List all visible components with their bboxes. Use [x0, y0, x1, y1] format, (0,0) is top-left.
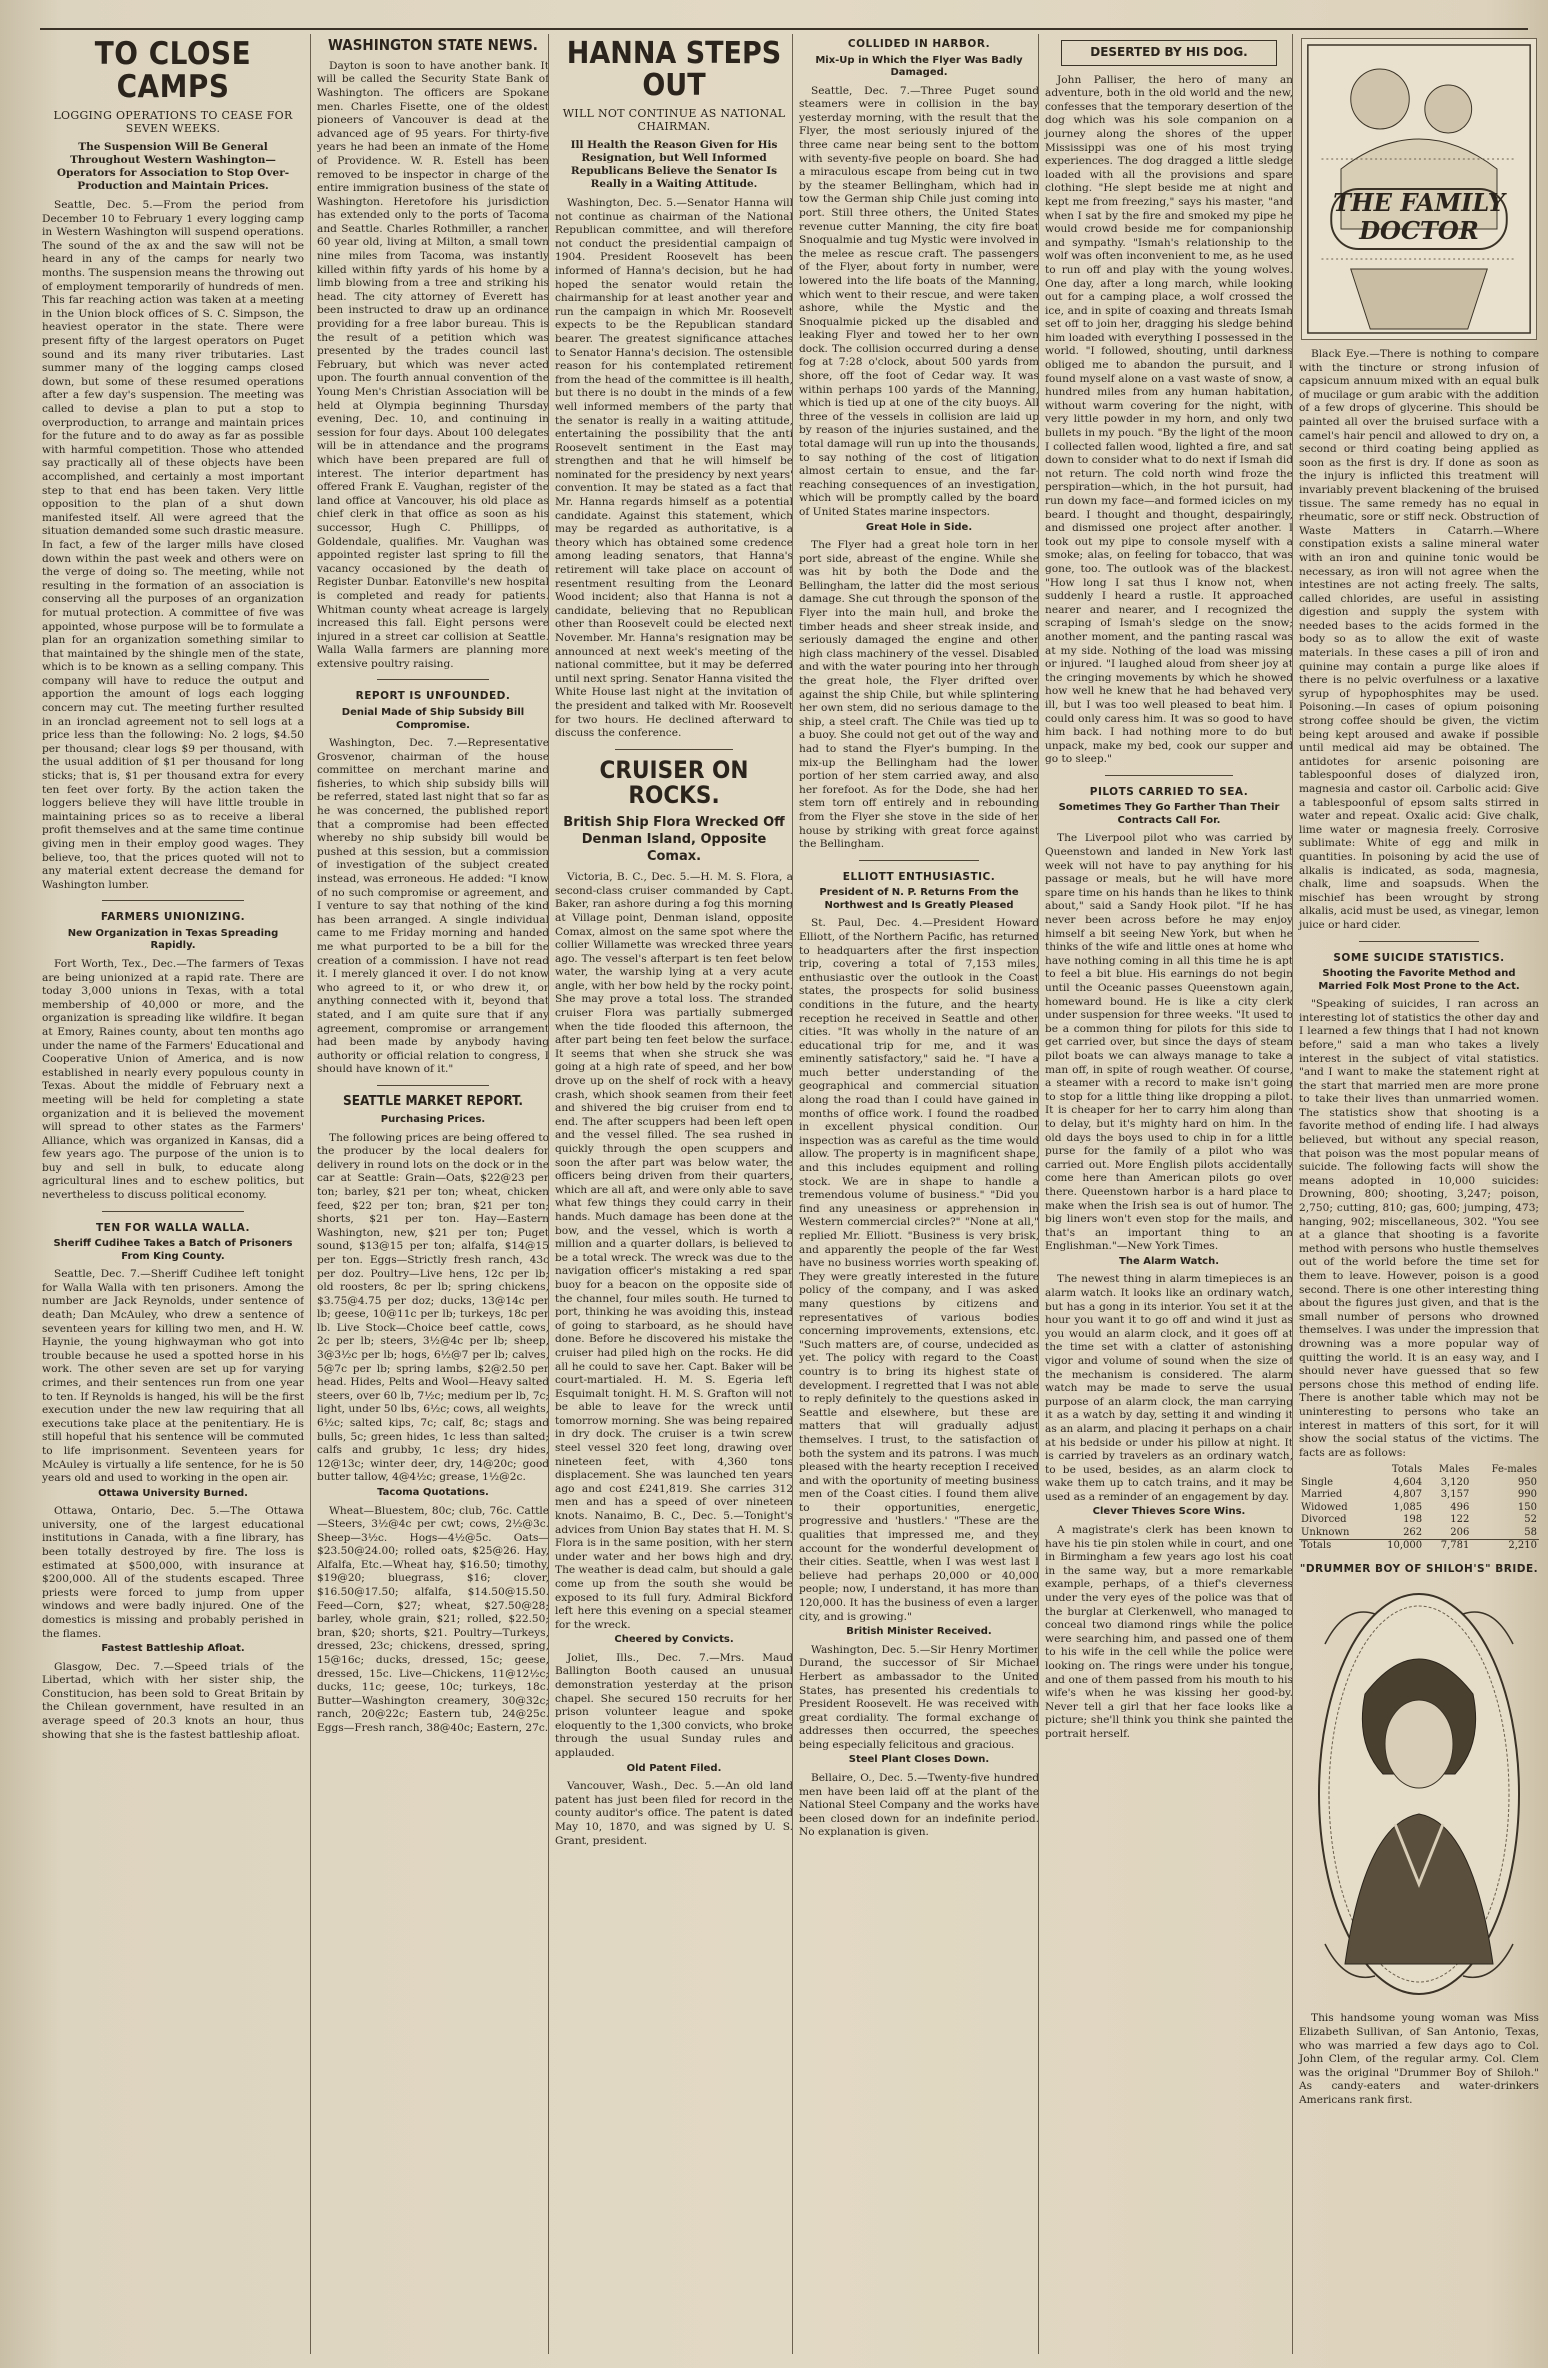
article-body: Vancouver, Wash., Dec. 5.—An old land patent has just been filed for record in the county auditor's office. The patent is dated May 10, 1870, and was signed by U. S. Grant, president.: [555, 1780, 793, 1847]
table-cell: 198: [1403, 1514, 1423, 1526]
table-row: [1299, 1527, 1539, 1540]
table-row: [1299, 1502, 1539, 1515]
divider: [377, 679, 489, 680]
bride-portrait: [1305, 1584, 1533, 2004]
column-5: [1038, 34, 1293, 2354]
table-cell: 990: [1517, 1489, 1537, 1501]
subhead-clever-thieves: Clever Thieves Score Wins.: [1092, 1506, 1246, 1518]
subhead-convicts: Cheered by Convicts.: [614, 1634, 734, 1646]
headline-hanna-steps-out: HANNA STEPS OUT: [566, 36, 782, 103]
table-cell: 950: [1517, 1476, 1537, 1488]
article-body: Bellaire, O., Dec. 5.—Twenty-five hundred men have been laid off at the plant of the National Steel Company and the works have been closed down for an indefinite period. No explanation is given.: [799, 1771, 1039, 1839]
table-cell: 3,157: [1440, 1489, 1470, 1501]
subhead-old-patent: Old Patent Filed.: [626, 1762, 722, 1774]
table-header: [1299, 1464, 1371, 1477]
divider: [1105, 775, 1233, 776]
table-cell: Married: [1301, 1489, 1343, 1501]
table-total-row: [1299, 1540, 1539, 1553]
illustration-title: THE FAMILY DOCTOR: [1333, 188, 1505, 245]
subhead-steel-plant: Steel Plant Closes Down.: [848, 1754, 990, 1766]
article-body: Washington, Dec. 7.—Representative Grosvenor, chairman of the house committee on merchant marine and fisheries, to which ship subsidy bills will be referred, stated last night that so far as he was concerned, the published report that a compromise had been effected whereby no ship subsidy bill would be pushed at this session, but a commission of investigation of the subject created instead, was erroneous. He added: "I know of no such compromise or agreement, and I venture to say that nothing of the kind has been arranged. A single individual came to me Friday morning and handed me what purported to be a bill for the creation of a commission. I have not read it. I merely glanced it over. I do not know who agreed to it, or who drew it, or anything connected with it, beyond that stated, and I am quite sure that if any agreement, compromise or arrangement had been made by anybody having authority or official relation to congress, I should have known of it.": [317, 737, 549, 1076]
table-cell: 3,120: [1440, 1476, 1470, 1488]
ornate-portrait-frame-icon: [1305, 1584, 1533, 2004]
column-3: [548, 34, 793, 2354]
article-body: The Flyer had a great hole torn in her port side, abreast of the engine. While she was hit by both the Dode and the Bellingham, the latter did the most serious damage. She cut through the sponson of the Flyer into the main hull, and broke the timber heads and sheer streak inside, and seriously damaged the engine and other high class machinery of the vessel. Disabled and with the water pouring into her through the great hole, the Flyer drifted over against the ship Chile, but while splintering her own stem, did no serious damage to the ship, a steel craft. The Chile was tied up to a buoy. She could not get out of the way and had to stand the Flyer's bumping. In the mix-up the Bellingham had the lower portion of her stem carried away, and also her forefoot. As for the Dode, she had her stem torn off entirely and in rebounding from the Flyer she stove in the side of her house by striking with great force against the Bellingham.: [799, 539, 1039, 851]
article-body: Wheat—Bluestem, 80c; club, 76c. Cattle—Steers, 3½@4c per cwt; cows, 2½@3c. Sheep—3½c. Hogs—4½@5c. Oats—$23.50@24.00; rolled oats, $25@26. Hay, Alfalfa, Etc.—Wheat hay, $16.50; timothy, $19@20; bluegrass, $16; clover, $16.50@17.50; alfalfa, $14.50@15.50. Feed—Corn, $27; wheat, $27.50@28; barley, whole grain, $21; rolled, $22.50; bran, $20; shorts, $21. Poultry—Turkeys, dressed, 23c; chickens, dressed, spring, 15@16c; ducks, dressed, 15c; geese, dressed, 15c. Live—Chickens, 11@12½c; ducks, 11c; geese, 10c; turkeys, 18c. Butter—Washington creamery, 30@32c; ranch, 20@22c; Eastern tub, 24@25c. Eggs—Fresh ranch, 38@40c; Eastern, 27c.: [317, 1504, 549, 1735]
article-body: The following prices are being offered to the producer by the local dealers for delivery in round lots on the dock or in the car at Seattle: Grain—Oats, $22@23 per ton; barley, $21 per ton; wheat, chicken feed, $22 per ton; bran, $21 per ton; shorts, $21 per ton. Hay—Eastern Washington, new, $21 per ton; Puget sound, $13@15 per ton; alfalfa, $14@15 per ton. Eggs—Strictly fresh ranch, 43c per doz. Poultry—Live hens, 12c per lb; old roosters, 8c per lb; spring chickens, $3.75@4.75 per doz; ducks, 13@14c per lb; geese, 10@11c per lb; turkeys, 18c per lb. Live Stock—Choice beef cattle, cows, 2c per lb; steers, 3½@4c per lb; sheep, 3@3½c per lb; hogs, 6½@7 per lb; calves, 5@7c per lb; spring lambs, $2@2.50 per head. Hides, Pelts and Wool—Heavy salted steers, over 60 lb, 7½c; medium per lb, 7c; light, under 50 lbs, 6½c; cows, all weights, 6½c; salted kips, 7c; calf, 8c; stags and bulls, 5c; green hides, 1c less than salted; calfs and grubby, 1c less; dry hides, 12@13c; winter deer, dry, 14@20c; good butter tallow, 4@4½c; grease, 1½@2c.: [317, 1131, 549, 1484]
headline-to-close-camps: TO CLOSE CAMPS: [94, 36, 252, 105]
subdeck-purchasing-prices: Purchasing Prices.: [380, 1114, 486, 1126]
subhead-farmers: FARMERS UNIONIZING.: [100, 911, 246, 924]
table-cell: Unknown: [1301, 1526, 1350, 1538]
table-cell: 496: [1450, 1501, 1470, 1513]
table-cell: 58: [1524, 1526, 1537, 1538]
article-body: Seattle, Dec. 5.—From the period from December 10 to February 1 every logging camp in Western Washington will suspend operations. The sound of the ax and the saw will not be heard in any of the camps for nearly two months. The suspension means the throwing out of employment temporarily of hundreds of men. This far reaching action was taken at a meeting in the Union block offices of S. C. Simpson, the heaviest operator in the state. There were present fifty of the largest operators on Puget sound and its many river tributaries. Last summer many of the logging camps closed down, but some of these resumed operations after a few day's suspension. The meeting was called to devise a plan to put a stop to overproduction, to arrange and maintain prices for the future and to do away as far as possible with harmful competition. Those who attended say practically all of these objects have been accomplished, and certainly a most important step to that end has been taken. Very little opposition to the plan of a shut down manifested itself. All were agreed that the situation demanded some such drastic measure. In fact, a few of the larger mills have closed down within the past week and others were on the verge of doing so. The meeting, while not resulting in the formation of an association is conserving all the purposes of an organization for mutual protection. A committee of five was appointed, whose purpose will be to formulate a plan for an organization something similar to that maintained by the shingle men of the state, which is to be known as a selling company. This company will have to reduce the output and apportion the amount of logs each logging concern may cut. The meeting further resulted in an ironclad agreement not to sell logs at a price less than the following: No. 2 logs, $4.50 per thousand; clear logs $9 per thousand, with the usual addition of $1 per thousand for long sticks; that is, $1 per thousand extra for every ten feet over forty. By the action taken the loggers believe they will have little trouble in maintaining prices so as to receive a liberal profit themselves and at the same time continue giving men in their employ good wages. They believe, too, that the prices quoted will not to any material extent decrease the demand for Washington lumber.: [42, 199, 304, 891]
headline-washington-state-news: WASHINGTON STATE NEWS.: [328, 36, 538, 54]
article-body: A magistrate's clerk has been known to have his tie pin stolen while in court, and one in Birmingham a few years ago lost his coat in the same way, but a more remarkable example, perhaps, of a thief's cleverness under the very eyes of the police was that of the burglar at Clerkenwell, who managed to conceal two diamond rings while the police were searching him, and passed one of them to his wife in the cell while the police were looking on. The rings were under his tongue, and one of them passed from his mouth to his wife's when he was kissing her good-by. Never tell a girl that her face looks like a picture; she'll think you think she painted the portrait herself.: [1045, 1523, 1293, 1740]
table-cell: Single: [1301, 1476, 1334, 1488]
headline-deserted-by-his-dog: DESERTED BY HIS DOG.: [1061, 40, 1277, 66]
table-cell: 1,085: [1393, 1501, 1423, 1513]
table-cell: 262: [1403, 1526, 1423, 1538]
article-body: Victoria, B. C., Dec. 5.—H. M. S. Flora, a second-class cruiser commanded by Capt. Baker, ran ashore during a fog this morning at Village point, Denman island, opposite Comax, almost on the same spot where the collier Willamette was wrecked three years ago. The vessel's afterpart is ten feet below water, the warship lying at a very acute angle, with her bow held by the rocky point. She may prove a total loss. The stranded cruiser Flora was partially submerged when the tide flooded this afternoon, the after part being ten feet below the surface. It seems that when she struck she was going at a high rate of speed, and her bow drove up on the shelf of rock with a heavy crash, which shook seamen from their feet and shivered the big cruiser from end to end. The after scuppers had been left open and the vessel filled. The sea rushed in quickly through the open scuppers and soon the after part was below water, the officers being driven from their quarters, which are all aft, and were only able to save what few things they could carry in their hands. Much damage has been done at the bow, and the vessel, which is worth a million and a quarter dollars, is believed to be a total wreck. The wreck was due to the navigation officer's mistaking a red spar buoy for a beacon on the opposite side of the channel, four miles south. He turned to port, thinking he was avoiding this, instead of going to starboard, as he should have done. Before he discovered his mistake the cruiser had piled high on the rocks. He did all he could to save her. Capt. Baker will be court-martialed. H. M. S. Egeria left Esquimalt tonight. H. M. S. Grafton will not be able to leave for the wreck until tomorrow morning. She was being repaired in dry dock. The cruiser is a twin screw steel vessel 320 feet long, drawing over nineteen feet, with 4,360 tons displacement. She was launched ten years ago and cost £241,819. She carries 312 men and has a speed of over nineteen knots. Nanaimo, B. C., Dec. 5.—Tonight's advices from Union Bay states that H. M. S. Flora is in the same position, with her stern under water and her bows high and dry. The weather is dead calm, but should a gale come up from the south she would be exposed to its full fury. Admiral Bickford left here this evening on a special steamer for the wreck.: [555, 871, 793, 1631]
headline-cruiser-on-rocks: CRUISER ON ROCKS.: [599, 755, 749, 809]
table-row: [1299, 1514, 1539, 1527]
table-header: Totals: [1391, 1464, 1423, 1476]
article-body: Washington, Dec. 5.—Sir Henry Mortimer Durand, the successor of Sir Michael Herbert as ambassador to the United States, has presented his credentials to President Roosevelt. He was received with great cordiality. The formal exchange of addresses then occurred, the speeches being especially felicitous and gracious.: [799, 1643, 1039, 1751]
subdeck-pilots: Sometimes They Go Farther Than Their Contracts Call For.: [1058, 802, 1280, 826]
divider: [1359, 941, 1479, 942]
table-cell: 2,210: [1471, 1540, 1539, 1553]
divider: [377, 1085, 489, 1086]
article-body: Seattle, Dec. 7.—Three Puget sound steamers were in collision in the bay yesterday morning, with the result that the Flyer, the most seriously injured of the three came near being sent to the bottom with seventy-five people on board. She had a miraculous escape from being cut in two by the steamer Bellingham, which had in tow the German ship Chile just coming into port. Still three others, the United States revenue cutter Manning, the city fire boat Snoqualmie and tug Mystic were involved in the melee as rescue craft. The passengers of the Flyer, about forty in number, were lowered into the life boats of the Manning, which went to their rescue, and were taken ashore, while the Mystic and the Snoqualmie picked up the disabled and leaking Flyer and towed her to her own dock. The collision occurred during a dense fog at 7:28 o'clock, about 500 yards from shore, off the foot of Cedar way. It was within perhaps 100 yards of the Manning, which is tied up at one of the city buoys. All three of the vessels in collision are laid up by reason of the injuries sustained, and the total damage will run up into the thousands, to say nothing of the cost of litigation almost certain to ensue, and the far-reaching consequences of an investigation, which will be promptly called by the board of United States marine inspectors.: [799, 84, 1039, 518]
table-cell: Widowed: [1301, 1501, 1348, 1513]
subhead-walla-walla: TEN FOR WALLA WALLA.: [96, 1221, 250, 1234]
column-4: [792, 34, 1039, 2354]
article-body: The newest thing in alarm timepieces is an alarm watch. It looks like an ordinary watch, but has a gong in its interior. You set it at the hour you want it to go off and wind it just as you would an alarm clock, and it goes off at the time set with a clatter of astonishing vigor and volume of sound when the size of the mechanism is considered. The alarm watch may be made to serve the usual purpose of an alarm clock, the man carrying it as a watch by day, setting it and winding it as an alarm, and placing it perhaps on a chair at his bedside or under his pillow at night. It is carried by travelers as an ordinary watch, to be used, besides, as an alarm clock to wake them up to catch trains, and it may be used as a reminder of an engagement by day.: [1045, 1273, 1293, 1503]
subdeck-suicide-statistics: Shooting the Favorite Method and Married Folk Most Prone to the Act.: [1318, 968, 1520, 992]
subhead-british-minister: British Minister Received.: [846, 1626, 992, 1638]
subhead-battleship: Fastest Battleship Afloat.: [101, 1643, 245, 1655]
family-doctor-illustration: [1301, 38, 1537, 340]
deck-suspension: The Suspension Will Be General Throughout Western Washington—Operators for Association to Stop Over-Production and Maintain Prices.: [56, 141, 290, 193]
subhead-great-hole: Great Hole in Side.: [865, 521, 973, 533]
divider: [102, 900, 244, 901]
article-body: The Liverpool pilot who was carried by Queenstown and landed in New York last week will not have to pay anything for his passage or meals, but he will have more spare time on his hands than he likes to think about," said a Sandy Hook pilot. "If he has never been across before he may enjoy himself a bit seeing New York, but when he thinks of the wife and little ones at home who have nothing coming in all this time he is apt to feel a bit blue. His earnings do not begin until the Oceanic passes Queenstown again, homeward bound. He is like a city clerk under suspension for three weeks. "It used to be a common thing for pilots for this side to get carried over, but since the days of steam pilot boats we can always manage to take a man off, in spite of rough weather. Of course, a steamer with a record to make isn't going to stop for a little thing like dropping a pilot. It is cheaper for her to carry him along than to delay, but it's mighty hard on him. In the old days the boys used to chip in for a little purse for the family of a pilot who was carried out. More English pilots accidentally come here than American pilots go over there. Queenstown harbor is a hard place to make when the Irish sea is out of humor. The big liners won't even stop for the mails, and that's an important thing to an Englishman."—New York Times.: [1045, 832, 1293, 1253]
subdeck-elliott: President of N. P. Returns From the Northwest and Is Greatly Pleased: [819, 887, 1019, 911]
table-cell: 206: [1450, 1526, 1470, 1538]
divider: [615, 749, 733, 750]
article-body: Washington, Dec. 5.—Senator Hanna will not continue as chairman of the National Republican committee, and will therefore not conduct the presidential campaign of 1904. President Roosevelt has been informed of Hanna's decision, but he had hoped the senator would retain the chairmanship for at least another year and run the campaign in which Mr. Roosevelt expects to be the Republican standard bearer. The greatest significance attaches to Senator Hanna's decision. The ostensible reason for his contemplated retirement from the head of the committee is ill health, but there is no doubt in the minds of a few well informed members of the party that the senator is really in a waiting attitude, entertaining the possibility that the anti Roosevelt sentiment in the East may strengthen and that he will himself be nominated for the presidency by next years' convention. It may be stated as a fact that Mr. Hanna regards himself as a potential candidate. Against this statement, which may be regarded as authoritative, is a theory which has obtained some credence among leading senators, that Hanna's retirement will take place on account of resentment resulting from the Leonard Wood incident; also that Hanna is not a candidate, believing that no Republican other than Roosevelt could be elected next November. Mr. Hanna's resignation may be announced at next week's meeting of the national committee, but it may be deferred until next spring. Senator Hanna visited the White House last night at the invitation of the president and talked with Mr. Roosevelt for two hours. He declined afterward to discuss the conference.: [555, 197, 793, 740]
subhead-pilots: PILOTS CARRIED TO SEA.: [1089, 785, 1249, 798]
headline-collided-in-harbor: COLLIDED IN HARBOR.: [847, 38, 991, 50]
subhead-ottawa: Ottawa University Burned.: [98, 1487, 248, 1499]
article-body: St. Paul, Dec. 4.—President Howard Elliott, of the Northern Pacific, has returned to headquarters after the first inspection trip, covering a total of 7,153 miles, enthusiastic over the outlook in the Coast states, the prospects for solid business conditions in the future, and the hearty reception he received in Seattle and other cities. "It was wholly in the nature of an educational trip for me, and it was eminently satisfactory," said he. "I have a much better understanding of the geographical and commercial situation along the road than I could have gained in months of office work. I found the roadbed in excellent physical condition. Our inspection was as careful as the time would allow. The property is in magnificent shape, and this includes equipment and rolling stock. We are in shape to handle a tremendous volume of business." "Did you find any uneasiness or apprehension in Western commercial circles?" "None at all," replied Mr. Elliott. "Business is very brisk, and apparently the people of the far West have no business worries worth speaking of. They were greatly interested in the future policy of the company, and I was asked many questions by citizens and representatives of various bodies concerning improvements, extensions, etc. "Such matters are, of course, undecided as yet. The policy with regard to the Coast country is to bring its highest state of development. I regretted that I was not able to reply definitely to the questions asked in Seattle and elsewhere, but these are matters that will gradually adjust themselves. I trust, to the satisfaction of both the system and its patrons. I was much pleased with the hearty reception I received and with the oportunity of meeting business men of the Coast cities. I found them alive to their opportunities, energetic, progressive and 'hustlers.' "These are the qualities that impressed me, and they account for the wonderful development of their cities. Seattle, when I was west last I believe had perhaps 20,000 or 40,000 people; now, I understand, it has more than 120,000. It has the business of even a larger city, and is growing.": [799, 917, 1039, 1623]
column-2: [310, 34, 549, 2354]
table-cell: 10,000: [1371, 1540, 1424, 1553]
deck-cruiser: British Ship Flora Wrecked Off Denman Island, Opposite Comax.: [563, 815, 785, 865]
article-body: Joliet, Ills., Dec. 7.—Mrs. Maud Ballington Booth caused an unusual demonstration yesterday at the prison chapel. She secured 150 recruits for her prison volunteer league and spoke eloquently to the 1,300 convicts, who broke through the usual Sunday rules and applauded.: [555, 1651, 793, 1760]
suicide-statistics-table: [1299, 1464, 1539, 1553]
subdeck-walla-walla: Sheriff Cudihee Takes a Batch of Prisoners From King County.: [53, 1238, 293, 1262]
subhead-report-unfounded: REPORT IS UNFOUNDED.: [355, 690, 511, 703]
article-body: Black Eye.—There is nothing to compare with the tincture or strong infusion of capsicum annuum mixed with an equal bulk of mucilage or gum arabic with the addition of a few drops of glycerine. This should be painted all over the bruised surface with a camel's hair pencil and allowed to dry on, a second or third coating being applied as soon as the first is dry. If done as soon as the injury is inflicted this treatment will invariably prevent blackening of the bruised tissue. The same remedy has no equal in rheumatic, sore or stiff neck. Obstruction of Waste Matters in Catarrh.—Where constipation exists a saline mineral water with an iron and quinine tonic would be necessary, as iron will not agree when the intestines are not acting freely. The salts, called chlorides, are useful in assisting digestion and supply the system with needed bases to the acids formed in the body so as to allow the exit of waste materials. In these cases a pill of iron and quinine may contain a purge like aloes if there is no pelvic overfulness or a laxative syrup of hypophosphites may be used. Poisoning.—In cases of opium poisoning strong coffee should be given, the victim being kept aroused and awake if possible until medical aid may be obtained. The antidotes for arsenic poisoning are tablespoonful doses of dialyzed iron, magnesia and castor oil. Carbolic acid: Give a tablespoonful of epsom salts stirred in water and repeat. Oxalic acid: Give chalk, lime water or magnesia freely. Corrosive sublimate: White of egg and milk in quantities. In poisoning by acid the use of alkalis is indicated, as soda, magnesia, chalk, lime and soapsuds. When the mischief has been wrought by strong alkalis, acid must be used, as vinegar, lemon juice or hard cider.: [1299, 348, 1539, 931]
article-body: John Palliser, the hero of many an adventure, both in the old world and the new, confesses that the temporary desertion of the dog which was his sole companion on a journey along the shores of the upper Mississippi was one of his most trying experiences. The dog dragged a little sledge loaded with all the provisions and spare clothing. "He slept beside me at night and kept me from freezing," says his master, "and when I sat by the fire and smoked my pipe he would crowd beside me for companionship and sympathy. "Ismah's relationship to the wolf was often inconvenient to me, as he used to run off and play with the young wolves. One day, after a long march, while looking out for a camping place, a wolf crossed the ice, and in spite of coaxing and threats Ismah set off to join her, dragging his sledge behind him loaded with everything I possessed in the world. "I followed, shouting, until darkness obliged me to abandon the pursuit, and I found myself alone on a vast waste of snow, a hundred miles from any human habitation, without warm covering for the night, with very little powder in my horn, and only two bullets in my pouch. "By the light of the moon I collected fallen wood, lighted a fire, and sat down to consider what to do next if Ismah did not return. The cold north wind froze the perspiration—which, in the hot pursuit, had run down my face—and formed icicles on my beard. I thought and thought, despairingly, and dismissed one project after another. I took out my pipe to console myself with a smoke; alas, on feeling for tobacco, that was gone, too. The outlook was of the blackest. "How long I sat thus I know not, when suddenly I heard a rustle. It approached nearer and nearer, and I recognized the scraping of Ismah's sledge on the snow; another moment, and the panting rascal was at my side. Nothing of the load was missing or injured. "I laughed aloud from sheer joy at the cringing movements by which he showed how well he knew that he had behaved very ill, but I was too well pleased to beat him. I could only caress him. It was so good to have him back. I had nothing more to do but unpack, make my bed, cook our supper and go to sleep.": [1045, 73, 1293, 766]
subhead-alarm-watch: The Alarm Watch.: [1119, 1255, 1219, 1267]
subdeck-report-unfounded: Denial Made of Ship Subsidy Bill Compromise.: [341, 707, 525, 731]
table-row: [1299, 1477, 1539, 1490]
divider: [102, 1211, 244, 1212]
divider: [859, 860, 979, 861]
table-header: Fe-males: [1491, 1464, 1537, 1476]
table-header-row: [1299, 1464, 1539, 1477]
column-1: [42, 34, 304, 2354]
headline-seattle-market-report: SEATTLE MARKET REPORT.: [342, 1092, 524, 1109]
article-body: Glasgow, Dec. 7.—Speed trials of the Libertad, which with her sister ship, the Constitucion, has been sold to Great Britain by the Chilean government, have resulted in an average speed of 20.3 knots an hour, thus showing that she is the fastest battleship afloat.: [42, 1660, 304, 1741]
table-header: Males: [1438, 1464, 1470, 1476]
subdeck-farmers: New Organization in Texas Spreading Rapidly.: [67, 927, 279, 952]
deck-hanna: WILL NOT CONTINUE AS NATIONAL CHAIRMAN.: [562, 107, 786, 133]
table-cell: 122: [1450, 1514, 1470, 1526]
article-body: "Speaking of suicides, I ran across an interesting lot of statistics the other day and I learned a few things that I had not known before," said a man who takes a lively interest in the subject of vital statistics. "and I want to make the statement right at the start that married men are more prone to take their lives than unmarried women. The statistics show that shooting is a favorite method of ending life. I had always believed, but without any special reason, that poison was the most popular means of suicide. The following facts will show the means adopted in 10,000 suicides: Drowning, 800; shooting, 3,247; poison, 2,750; cutting, 810; gas, 600; jumping, 473; hanging, 902; miscellaneous, 302. "You see at a glance that shooting is a favorite method with persons who hustle themselves out of the world before the time set for them to leave. However, poison is a good second. There is one other interesting thing about the figures just given, and that is the small number of persons who drowned themselves. I was under the impression that drowning was a more popular way of quitting the world. It is an easy way, and I should never have guessed that so few persons chose this method of ending life. There is another table which may not be uninteresting to persons who take an interest in matters of this sort, for it will show the social status of the victims. The facts are as follows:: [1299, 998, 1539, 1459]
table-cell: 4,604: [1393, 1476, 1423, 1488]
table-row: [1299, 1489, 1539, 1502]
article-body: Seattle, Dec. 7.—Sheriff Cudihee left tonight for Walla Walla with ten prisoners. Among the number are Jack Reynolds, under sentence of death; Dan McAuley, who drew a sentence of seventeen years for killing two men, and H. W. Haynie, the young highwayman who got into trouble because he used a spotted horse in his work. The other seven are set up for varying crimes, and their sentences run from one year to ten. If Reynolds is hanged, his will be the first execution under the new law requiring that all executions take place at the penitentiary. He is still hopeful that his sentence will be commuted to life imprisonment. Seventeen years for McAuley is virtually a life sentence, for he is 50 years old and used to working in the open air.: [42, 1268, 304, 1485]
table-cell: 150: [1517, 1501, 1537, 1513]
article-body: Dayton is soon to have another bank. It will be called the Security State Bank of Washington. The officers are Spokane men. Charles Fisette, one of the oldest pioneers of Vancouver is dead at the advanced age of 95 years. For thirty-five years he had been an inmate of the Home of Providence. W. R. Estell has been removed to be inspector in charge of the entire immigration business of the state of Washington. Heretofore his jurisdiction has extended only to the ports of Tacoma and Seattle. Charles Rothmiller, a rancher 60 year old, living at Milton, a small town nine miles from Tacoma, was instantly killed within fifty yards of his home by a limb blowing from a tree and striking his head. The city attorney of Everett has been instructed to draw up an ordinance providing for a free labor bureau. This is the result of a petition which was presented by the trades council last February, but which was never acted upon. The fourth annual convention of the Young Men's Christian Association will be held at Olympia beginning Thursday evening, Dec. 10, and continuing in session for four days. About 100 delegates will be in attendance and the programs which have been prepared are full of interest. The interior department has offered Frank E. Vaughan, register of the land office at Vancouver, his old place as chief clerk in that office as soon as his successor, Hugh C. Phillipps, of Goldendale, qualifies. Mr. Vaughan was appointed register last spring to fill the vacancy occasioned by the death of Register Dunbar. Eatonville's new hospital is completed and ready for patients. Whitman county wheat acreage is largely increased this fall. Eight persons were injured in a street car collision at Seattle. Walla Walla farmers are planning more extensive poultry raising.: [317, 59, 549, 670]
article-body: Ottawa, Ontario, Dec. 5.—The Ottawa university, one of the largest educational institutions in Canada, with a fine library, has been totally destroyed by fire. The loss is estimated at $500,000, with insurance at $200,000. All of the students escaped. Three priests were forced to jump from upper windows and were badly injured. One of the domestics is missing and probably perished in the flames.: [42, 1505, 304, 1640]
table-cell: 7,781: [1424, 1540, 1471, 1553]
table-cell: Divorced: [1301, 1514, 1347, 1526]
table-cell: 52: [1524, 1514, 1537, 1526]
subhead-suicide-statistics: SOME SUICIDE STATISTICS.: [1333, 951, 1505, 964]
table-cell: 4,807: [1393, 1489, 1423, 1501]
column-6: [1292, 34, 1539, 2354]
subhead-tacoma-quotations: Tacoma Quotations.: [377, 1487, 489, 1499]
article-body: Fort Worth, Tex., Dec.—The farmers of Texas are being unionized at a rapid rate. There are today 3,000 unions in Texas, with a total membership of 40,000 or more, and the organization is spreading like wildfire. It began at Emory, Raines county, about ten months ago under the name of the Farmers' Educational and Cooperative Union of America, and is now established in nearly every populous county in Texas. About the middle of February next a meeting will be held for completing a state organization and it is believed the movement will spread to other states as the Farmers' Alliance, which was organized in Kansas, did a few years ago. The purpose of the union is to buy and sell in bulk, to educate along agricultural lines and to eschew politics, but nevertheless to discuss political economy.: [42, 957, 304, 1202]
table-cell: Totals: [1299, 1540, 1371, 1553]
top-rule: [40, 28, 1528, 30]
subdeck-collided: Mix-Up in Which the Flyer Was Badly Damaged.: [815, 54, 1023, 79]
subhead-elliott: ELLIOTT ENTHUSIASTIC.: [842, 870, 996, 883]
deck-hanna-2: Ill Health the Reason Given for His Resignation, but Well Informed Republicans Believe the Senator Is Really in a Waiting Attitude.: [570, 139, 778, 190]
deck-logging: LOGGING OPERATIONS TO CEASE FOR SEVEN WEEKS.: [53, 109, 293, 136]
article-body: This handsome young woman was Miss Elizabeth Sullivan, of San Antonio, Texas, who was married a few days ago to Col. John Clem, of the regular army. Col. Clem was the original "Drummer Boy of Shiloh." As candy-eaters and water-drinkers Americans rank first.: [1299, 2012, 1539, 2106]
subhead-drummer-boy: "DRUMMER BOY OF SHILOH'S" BRIDE.: [1299, 1562, 1539, 1575]
